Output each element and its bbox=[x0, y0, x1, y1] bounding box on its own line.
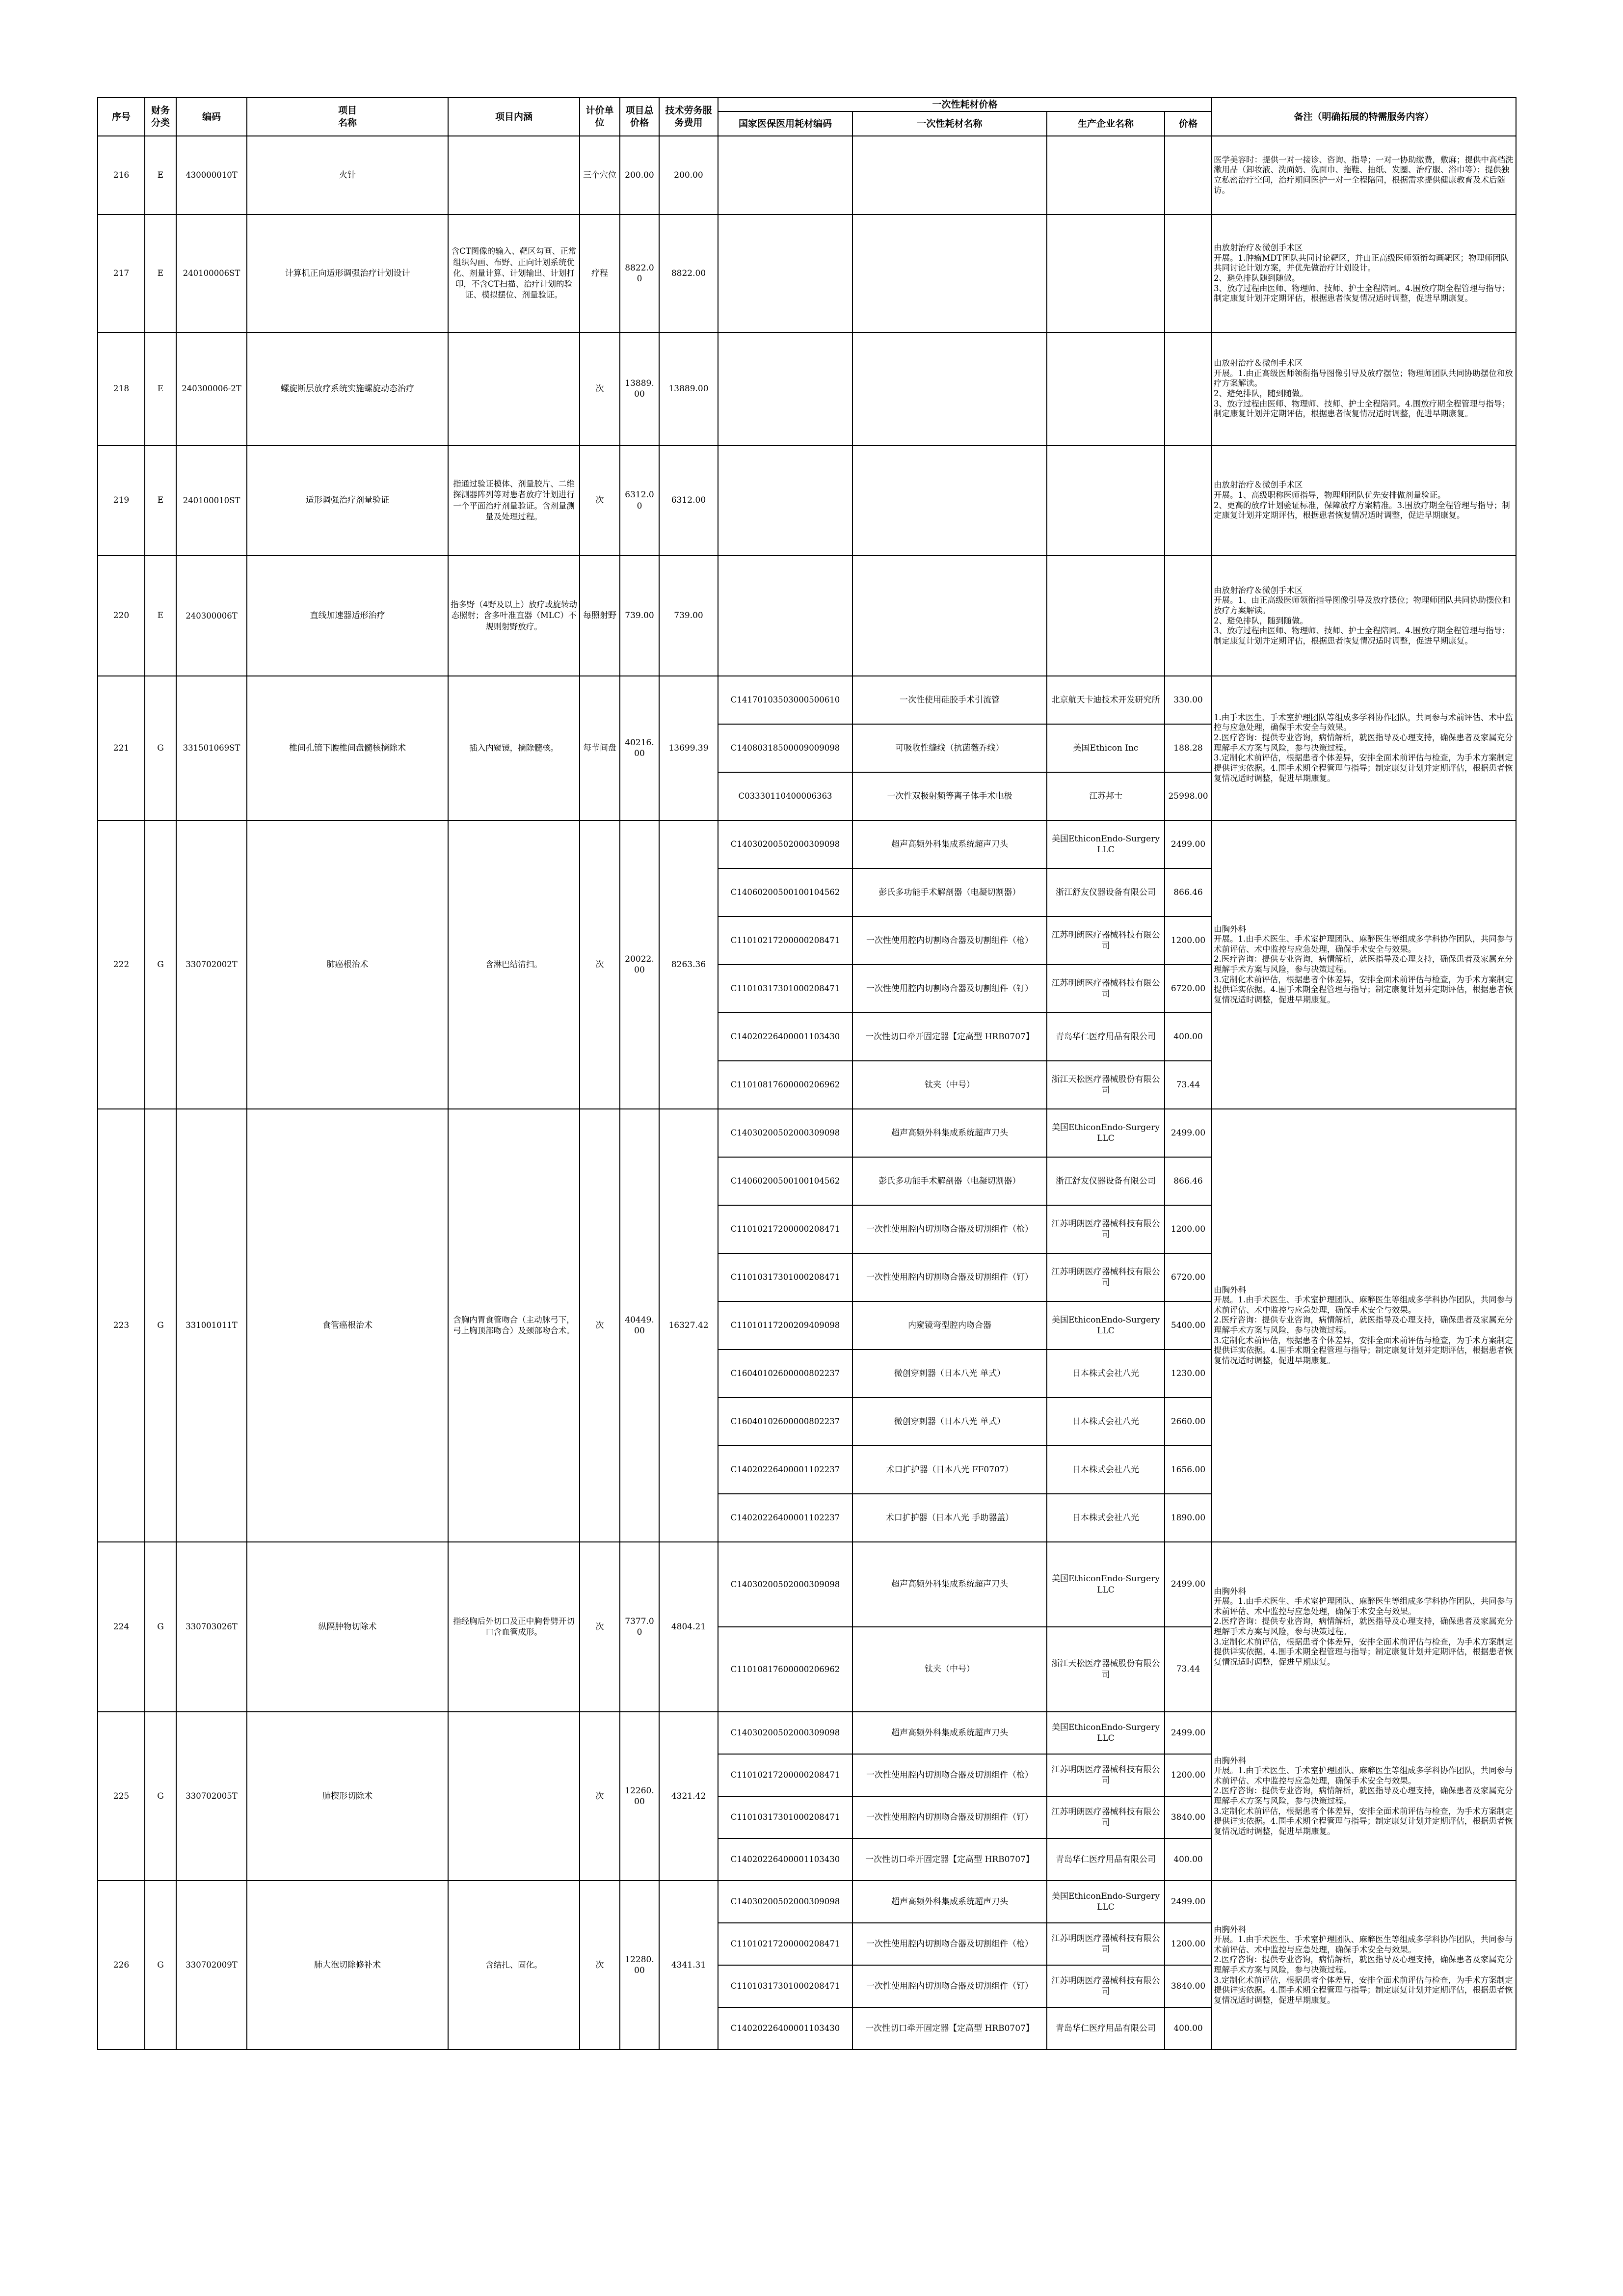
manufacturer-cell: 浙江天松医疗器械股份有限公司 bbox=[1047, 1061, 1165, 1109]
consumable-price-cell: 73.44 bbox=[1165, 1061, 1212, 1109]
manufacturer-cell: 浙江舒友仪器设备有限公司 bbox=[1047, 1157, 1165, 1205]
consumable-name-cell: 一次性使用腔内切割吻合器及切割组件（钉） bbox=[852, 1965, 1047, 2007]
total-price-cell: 6312.00 bbox=[620, 445, 659, 556]
header-consumables-group: 一次性耗材价格 bbox=[718, 98, 1212, 111]
total-price-cell: 200.00 bbox=[620, 136, 659, 215]
consumable-code-cell: C14020226400001103430 bbox=[718, 1013, 852, 1061]
finance-category-cell: G bbox=[145, 1712, 176, 1881]
service-fee-cell: 6312.00 bbox=[659, 445, 718, 556]
consumable-code-cell: C11010817600000206962 bbox=[718, 1061, 852, 1109]
consumable-price-cell: 1230.00 bbox=[1165, 1350, 1212, 1398]
notes-cell: 由胸外科 开展。1.由手术医生、手术室护理团队、麻醉医生等组成多学科协作团队，共同参与术前评估、术中监控与应急处理，确保手术安全与效果。 2.医疗咨询：提供专业咨询，病情解析，就医指导及心理支持，确保患者及家属充分理解手术方案与风险，参与决策过程。 3.定制化术前评估，根据患者个体差异，安排全面术前评估与检查，为手术方案制定提供详实依据。4.围手术期全程管理与指导；制定康复计划并定期评估，根据患者恢复情况适时调整，促进早期康复。 bbox=[1212, 820, 1516, 1109]
notes-cell: 由放射治疗＆微创手术区 开展。1、高级职称医师指导，物理师团队优先安排做剂量验证。 2、更高的放疗计划验证标准，保障放疗方案精准。3.围放疗期全程管理与指导；制定康复计划并定期评估，根据患者恢复情况适时调整，促进早期康复。 bbox=[1212, 445, 1516, 556]
consumable-code-cell: C14020226400001103430 bbox=[718, 2007, 852, 2050]
consumable-code-cell bbox=[718, 215, 852, 332]
name-cell: 肺大泡切除修补术 bbox=[247, 1881, 448, 2050]
consumable-name-cell: 彭氏多功能手术解剖器（电凝切割器） bbox=[852, 868, 1047, 917]
consumable-price-cell: 400.00 bbox=[1165, 2007, 1212, 2050]
consumable-name-cell: 一次性切口牵开固定器【定高型 HRB0707】 bbox=[852, 1013, 1047, 1061]
header-total-price: 项目总价格 bbox=[620, 98, 659, 136]
seq-cell: 216 bbox=[98, 136, 145, 215]
header-notes: 备注（明确拓展的特需服务内容） bbox=[1212, 98, 1516, 136]
consumable-name-cell bbox=[852, 332, 1047, 445]
manufacturer-cell: 日本株式会社八光 bbox=[1047, 1398, 1165, 1446]
consumable-code-cell: C11010317301000208471 bbox=[718, 1253, 852, 1301]
total-price-cell: 7377.00 bbox=[620, 1542, 659, 1712]
code-cell: 331001011T bbox=[176, 1109, 247, 1542]
finance-category-cell: G bbox=[145, 1542, 176, 1712]
name-cell: 纵隔肿物切除术 bbox=[247, 1542, 448, 1712]
consumable-name-cell: 微创穿刺器（日本八光 单式） bbox=[852, 1398, 1047, 1446]
consumable-name-cell: 微创穿刺器（日本八光 单式） bbox=[852, 1350, 1047, 1398]
unit-cell: 次 bbox=[580, 332, 620, 445]
consumable-price-cell: 330.00 bbox=[1165, 676, 1212, 724]
consumable-price-cell: 1656.00 bbox=[1165, 1446, 1212, 1494]
code-cell: 240100010ST bbox=[176, 445, 247, 556]
service-fee-cell: 4321.42 bbox=[659, 1712, 718, 1881]
table-row bbox=[98, 1712, 1516, 1754]
total-price-cell: 40449.00 bbox=[620, 1109, 659, 1542]
consumable-price-cell bbox=[1165, 445, 1212, 556]
code-cell: 430000010T bbox=[176, 136, 247, 215]
manufacturer-cell: 浙江天松医疗器械股份有限公司 bbox=[1047, 1627, 1165, 1712]
total-price-cell: 739.00 bbox=[620, 556, 659, 676]
consumable-name-cell: 超声高频外科集成系统超声刀头 bbox=[852, 820, 1047, 868]
content-cell: 含结扎、固化。 bbox=[448, 1881, 580, 2050]
finance-category-cell: G bbox=[145, 1109, 176, 1542]
unit-cell: 每照射野 bbox=[580, 556, 620, 676]
table-row bbox=[98, 136, 1516, 215]
manufacturer-cell bbox=[1047, 556, 1165, 676]
header-content: 项目内涵 bbox=[448, 98, 580, 136]
consumable-price-cell: 2499.00 bbox=[1165, 1712, 1212, 1754]
finance-category-cell: G bbox=[145, 820, 176, 1109]
consumable-code-cell: C03330110400006363 bbox=[718, 772, 852, 820]
seq-cell: 222 bbox=[98, 820, 145, 1109]
name-cell: 适形调强治疗剂量验证 bbox=[247, 445, 448, 556]
consumable-name-cell bbox=[852, 215, 1047, 332]
consumable-price-cell: 1200.00 bbox=[1165, 1205, 1212, 1253]
name-cell: 肺癌根治术 bbox=[247, 820, 448, 1109]
consumable-code-cell: C14030200502000309098 bbox=[718, 1542, 852, 1627]
consumable-code-cell: C14020226400001102237 bbox=[718, 1494, 852, 1542]
manufacturer-cell: 北京航天卡迪技术开发研究所 bbox=[1047, 676, 1165, 724]
manufacturer-cell bbox=[1047, 445, 1165, 556]
code-cell: 330702005T bbox=[176, 1712, 247, 1881]
consumable-name-cell: 一次性使用腔内切割吻合器及切割组件（钉） bbox=[852, 965, 1047, 1013]
consumable-price-cell: 2499.00 bbox=[1165, 1542, 1212, 1627]
unit-cell: 疗程 bbox=[580, 215, 620, 332]
unit-cell: 次 bbox=[580, 445, 620, 556]
header-service-fee: 技术劳务服务费用 bbox=[659, 98, 718, 136]
content-cell: 含淋巴结清扫。 bbox=[448, 820, 580, 1109]
consumable-code-cell: C14080318500009009098 bbox=[718, 724, 852, 772]
consumable-name-cell: 彭氏多功能手术解剖器（电凝切割器） bbox=[852, 1157, 1047, 1205]
consumable-code-cell: C14060200500100104562 bbox=[718, 1157, 852, 1205]
manufacturer-cell: 美国EthiconEndo-SurgeryLLC bbox=[1047, 1712, 1165, 1754]
consumable-name-cell: 钛夹（中号） bbox=[852, 1061, 1047, 1109]
finance-category-cell: E bbox=[145, 445, 176, 556]
code-cell: 240300006T bbox=[176, 556, 247, 676]
price-table bbox=[97, 97, 1517, 2050]
notes-cell: 由放射治疗＆微创手术区 开展。1.由正高级医师领衔指导图像引导及放疗摆位；物理师团队共同协助摆位和放疗方案解读。 2、避免排队，随到随做。 3、放疗过程由医师、物理师、技师、护士全程陪同。4.围放疗期全程管理与指导；制定康复计划并定期评估，根据患者恢复情况适时调整，促进早期康复。 bbox=[1212, 332, 1516, 445]
manufacturer-cell: 日本株式会社八光 bbox=[1047, 1350, 1165, 1398]
table-row bbox=[98, 1881, 1516, 1923]
consumable-price-cell: 866.46 bbox=[1165, 1157, 1212, 1205]
consumable-code-cell: C11010817600000206962 bbox=[718, 1627, 852, 1712]
header-consumable-name: 一次性耗材名称 bbox=[852, 111, 1047, 136]
unit-cell: 每节间盘 bbox=[580, 676, 620, 820]
header-code: 编码 bbox=[176, 98, 247, 136]
consumable-code-cell: C11010317301000208471 bbox=[718, 965, 852, 1013]
unit-cell: 次 bbox=[580, 1881, 620, 2050]
consumable-name-cell: 钛夹（中号） bbox=[852, 1627, 1047, 1712]
consumable-name-cell: 超声高频外科集成系统超声刀头 bbox=[852, 1712, 1047, 1754]
table-row bbox=[98, 556, 1516, 676]
manufacturer-cell: 日本株式会社八光 bbox=[1047, 1446, 1165, 1494]
finance-category-cell: E bbox=[145, 136, 176, 215]
service-fee-cell: 13699.39 bbox=[659, 676, 718, 820]
consumable-price-cell: 5400.00 bbox=[1165, 1301, 1212, 1350]
consumable-name-cell: 一次性使用腔内切割吻合器及切割组件（钉） bbox=[852, 1253, 1047, 1301]
consumable-code-cell: C14030200502000309098 bbox=[718, 820, 852, 868]
header-price: 价格 bbox=[1165, 111, 1212, 136]
notes-cell: 由胸外科 开展。1.由手术医生、手术室护理团队、麻醉医生等组成多学科协作团队，共同参与术前评估、术中监控与应急处理，确保手术安全与效果。 2.医疗咨询：提供专业咨询，病情解析，就医指导及心理支持，确保患者及家属充分理解手术方案与风险，参与决策过程。 3.定制化术前评估，根据患者个体差异，安排全面术前评估与检查，为手术方案制定提供详实依据。4.围手术期全程管理与指导；制定康复计划并定期评估，根据患者恢复情况适时调整，促进早期康复。 bbox=[1212, 1109, 1516, 1542]
consumable-price-cell: 866.46 bbox=[1165, 868, 1212, 917]
finance-category-cell: G bbox=[145, 1881, 176, 2050]
consumable-name-cell: 术口扩护器（日本八光 手助器盖） bbox=[852, 1494, 1047, 1542]
service-fee-cell: 8822.00 bbox=[659, 215, 718, 332]
consumable-code-cell: C11010117200209409098 bbox=[718, 1301, 852, 1350]
manufacturer-cell: 美国EthiconEndo-SurgeryLLC bbox=[1047, 1542, 1165, 1627]
consumable-code-cell bbox=[718, 556, 852, 676]
header-manufacturer: 生产企业名称 bbox=[1047, 111, 1165, 136]
name-cell: 食管癌根治术 bbox=[247, 1109, 448, 1542]
consumable-code-cell: C14030200502000309098 bbox=[718, 1109, 852, 1157]
header-unit: 计价单位 bbox=[580, 98, 620, 136]
consumable-name-cell: 一次性切口牵开固定器【定高型 HRB0707】 bbox=[852, 1838, 1047, 1881]
code-cell: 330703026T bbox=[176, 1542, 247, 1712]
consumable-price-cell: 6720.00 bbox=[1165, 1253, 1212, 1301]
manufacturer-cell: 江苏邦士 bbox=[1047, 772, 1165, 820]
notes-cell: 由放射治疗＆微创手术区 开展。1.肿瘤MDT团队共同讨论靶区，并由正高级医师领衔勾画靶区；物理师团队共同讨论计划方案，并优先做治疗计划设计。 2、避免排队随到随做。 3、放疗过程由医师、物理师、技师、护士全程陪同。4.围放疗期全程管理与指导；制定康复计划并定期评估，根据患者恢复情况适时调整，促进早期康复。 bbox=[1212, 215, 1516, 332]
unit-cell: 次 bbox=[580, 1712, 620, 1881]
manufacturer-cell: 美国EthiconEndo-SurgeryLLC bbox=[1047, 1301, 1165, 1350]
notes-cell: 1.由手术医生、手术室护理团队等组成多学科协作团队，共同参与术前评估、术中监控与应急处理，确保手术安全与效果。 2.医疗咨询：提供专业咨询，病情解析，就医指导及心理支持，确保患者及家属充分理解手术方案与风险，参与决策过程。 3.定制化术前评估，根据患者个体差异，安排全面术前评估与检查，为手术方案制定提供详实依据。4.围手术期全程管理与指导；制定康复计划并定期评估，根据患者恢复情况适时调整，促进早期康复。 bbox=[1212, 676, 1516, 820]
consumable-price-cell bbox=[1165, 332, 1212, 445]
service-fee-cell: 4804.21 bbox=[659, 1542, 718, 1712]
consumable-name-cell: 一次性使用腔内切割吻合器及切割组件（钉） bbox=[852, 1796, 1047, 1838]
consumable-price-cell: 25998.00 bbox=[1165, 772, 1212, 820]
manufacturer-cell: 江苏明朗医疗器械科技有限公司 bbox=[1047, 917, 1165, 965]
content-cell: 插入内窥镜，摘除髓核。 bbox=[448, 676, 580, 820]
table-row bbox=[98, 445, 1516, 556]
seq-cell: 224 bbox=[98, 1542, 145, 1712]
manufacturer-cell: 江苏明朗医疗器械科技有限公司 bbox=[1047, 1796, 1165, 1838]
content-cell: 含胸内胃食管吻合（主动脉弓下，弓上胸顶部吻合）及颈部吻合术。 bbox=[448, 1109, 580, 1542]
notes-cell: 由胸外科 开展。1.由手术医生、手术室护理团队、麻醉医生等组成多学科协作团队，共同参与术前评估、术中监控与应急处理，确保手术安全与效果。 2.医疗咨询：提供专业咨询，病情解析，就医指导及心理支持，确保患者及家属充分理解手术方案与风险，参与决策过程。 3.定制化术前评估，根据患者个体差异，安排全面术前评估与检查，为手术方案制定提供详实依据。4.围手术期全程管理与指导；制定康复计划并定期评估，根据患者恢复情况适时调整，促进早期康复。 bbox=[1212, 1712, 1516, 1881]
code-cell: 331501069ST bbox=[176, 676, 247, 820]
header-consumable-code: 国家医保医用耗材编码 bbox=[718, 111, 852, 136]
consumable-price-cell: 1200.00 bbox=[1165, 917, 1212, 965]
consumable-name-cell: 超声高频外科集成系统超声刀头 bbox=[852, 1109, 1047, 1157]
name-cell: 计算机正向适形调强治疗计划设计 bbox=[247, 215, 448, 332]
total-price-cell: 20022.00 bbox=[620, 820, 659, 1109]
seq-cell: 219 bbox=[98, 445, 145, 556]
consumable-code-cell: C14020226400001103430 bbox=[718, 1838, 852, 1881]
consumable-price-cell: 400.00 bbox=[1165, 1838, 1212, 1881]
consumable-price-cell bbox=[1165, 215, 1212, 332]
manufacturer-cell: 浙江舒友仪器设备有限公司 bbox=[1047, 868, 1165, 917]
manufacturer-cell: 青岛华仁医疗用品有限公司 bbox=[1047, 1838, 1165, 1881]
consumable-name-cell: 一次性使用腔内切割吻合器及切割组件（枪） bbox=[852, 917, 1047, 965]
unit-cell: 次 bbox=[580, 1109, 620, 1542]
consumable-price-cell: 1200.00 bbox=[1165, 1754, 1212, 1796]
consumable-name-cell: 一次性使用腔内切割吻合器及切割组件（枪） bbox=[852, 1754, 1047, 1796]
service-fee-cell: 739.00 bbox=[659, 556, 718, 676]
finance-category-cell: G bbox=[145, 676, 176, 820]
manufacturer-cell: 江苏明朗医疗器械科技有限公司 bbox=[1047, 1965, 1165, 2007]
manufacturer-cell: 江苏明朗医疗器械科技有限公司 bbox=[1047, 1923, 1165, 1965]
consumable-price-cell: 2499.00 bbox=[1165, 1881, 1212, 1923]
consumable-code-cell: C16040102600000802237 bbox=[718, 1398, 852, 1446]
consumable-name-cell: 一次性使用硅胶手术引流管 bbox=[852, 676, 1047, 724]
service-fee-cell: 200.00 bbox=[659, 136, 718, 215]
table-row bbox=[98, 1109, 1516, 1157]
manufacturer-cell: 美国EthiconEndo-SurgeryLLC bbox=[1047, 1109, 1165, 1157]
consumable-price-cell bbox=[1165, 136, 1212, 215]
manufacturer-cell: 日本株式会社八光 bbox=[1047, 1494, 1165, 1542]
total-price-cell: 13889.00 bbox=[620, 332, 659, 445]
total-price-cell: 8822.00 bbox=[620, 215, 659, 332]
service-fee-cell: 13889.00 bbox=[659, 332, 718, 445]
service-fee-cell: 4341.31 bbox=[659, 1881, 718, 2050]
table-row bbox=[98, 215, 1516, 332]
manufacturer-cell: 青岛华仁医疗用品有限公司 bbox=[1047, 1013, 1165, 1061]
consumable-name-cell: 一次性使用腔内切割吻合器及切割组件（枪） bbox=[852, 1923, 1047, 1965]
consumable-price-cell: 73.44 bbox=[1165, 1627, 1212, 1712]
manufacturer-cell: 美国EthiconEndo-SurgeryLLC bbox=[1047, 820, 1165, 868]
total-price-cell: 12260.00 bbox=[620, 1712, 659, 1881]
consumable-code-cell: C14170103503000500610 bbox=[718, 676, 852, 724]
seq-cell: 223 bbox=[98, 1109, 145, 1542]
manufacturer-cell: 江苏明朗医疗器械科技有限公司 bbox=[1047, 965, 1165, 1013]
consumable-code-cell: C11010217200000208471 bbox=[718, 1754, 852, 1796]
seq-cell: 218 bbox=[98, 332, 145, 445]
name-cell: 椎间孔镜下腰椎间盘髓核摘除术 bbox=[247, 676, 448, 820]
consumable-name-cell: 超声高频外科集成系统超声刀头 bbox=[852, 1881, 1047, 1923]
consumable-code-cell: C14030200502000309098 bbox=[718, 1881, 852, 1923]
consumable-code-cell: C16040102600000802237 bbox=[718, 1350, 852, 1398]
code-cell: 240300006-2T bbox=[176, 332, 247, 445]
consumable-price-cell: 3840.00 bbox=[1165, 1796, 1212, 1838]
consumable-code-cell: C11010217200000208471 bbox=[718, 917, 852, 965]
content-cell: 指经胸后外切口及正中胸骨劈开切口含血管成形。 bbox=[448, 1542, 580, 1712]
unit-cell: 次 bbox=[580, 1542, 620, 1712]
finance-category-cell: E bbox=[145, 556, 176, 676]
finance-category-cell: E bbox=[145, 215, 176, 332]
consumable-code-cell: C14060200500100104562 bbox=[718, 868, 852, 917]
consumable-name-cell: 术口扩护器（日本八光 FF0707） bbox=[852, 1446, 1047, 1494]
manufacturer-cell bbox=[1047, 332, 1165, 445]
consumable-price-cell: 400.00 bbox=[1165, 1013, 1212, 1061]
content-cell bbox=[448, 136, 580, 215]
manufacturer-cell: 美国EthiconEndo-SurgeryLLC bbox=[1047, 1881, 1165, 1923]
code-cell: 330702002T bbox=[176, 820, 247, 1109]
manufacturer-cell bbox=[1047, 215, 1165, 332]
table-header bbox=[98, 98, 1516, 136]
consumable-name-cell: 内窥镜弯型腔内吻合器 bbox=[852, 1301, 1047, 1350]
notes-cell: 由放射治疗＆微创手术区 开展。1、由正高级医师领衔指导图像引导及放疗摆位；物理师团队共同协助摆位和放疗方案解读。 2、避免排队，随到随做。 3、放疗过程由医师、物理师、技师、护士全程陪同。4.围放疗期全程管理与指导；制定康复计划并定期评估，根据患者恢复情况适时调整，促进早期康复。 bbox=[1212, 556, 1516, 676]
notes-cell: 医学美容时：提供一对一接诊、咨询、指导；一对一协助缴费，敷麻；提供中高档洗漱用品（卸妆液、洗面奶、洗面巾、拖鞋、抽纸、发圈、治疗服、浴巾等）；提供独立私密治疗空间，治疗期间医护一对一全程陪同，根据需求提供健康教育及术后随访。 bbox=[1212, 136, 1516, 215]
table-row bbox=[98, 676, 1516, 724]
consumable-name-cell: 可吸收性缝线（抗菌薇乔线） bbox=[852, 724, 1047, 772]
consumable-price-cell: 2499.00 bbox=[1165, 1109, 1212, 1157]
table-row bbox=[98, 332, 1516, 445]
content-cell bbox=[448, 1712, 580, 1881]
finance-category-cell: E bbox=[145, 332, 176, 445]
consumable-code-cell: C14020226400001102237 bbox=[718, 1446, 852, 1494]
consumable-name-cell: 一次性切口牵开固定器【定高型 HRB0707】 bbox=[852, 2007, 1047, 2050]
seq-cell: 217 bbox=[98, 215, 145, 332]
manufacturer-cell: 江苏明朗医疗器械科技有限公司 bbox=[1047, 1205, 1165, 1253]
unit-cell: 次 bbox=[580, 820, 620, 1109]
name-cell: 螺旋断层放疗系统实施螺旋动态治疗 bbox=[247, 332, 448, 445]
total-price-cell: 12280.00 bbox=[620, 1881, 659, 2050]
consumable-price-cell: 1200.00 bbox=[1165, 1923, 1212, 1965]
consumable-name-cell bbox=[852, 136, 1047, 215]
service-fee-cell: 8263.36 bbox=[659, 820, 718, 1109]
unit-cell: 三个穴位 bbox=[580, 136, 620, 215]
content-cell bbox=[448, 332, 580, 445]
content-cell: 含CT图像的输入、靶区勾画、正常组织勾画、布野、正向计划系统优化、剂量计算、计划输出、计划打印，不含CT扫描、治疗计划的验证、模拟摆位、剂量验证。 bbox=[448, 215, 580, 332]
manufacturer-cell: 江苏明朗医疗器械科技有限公司 bbox=[1047, 1253, 1165, 1301]
table-body bbox=[98, 136, 1516, 2050]
consumable-code-cell: C11010217200000208471 bbox=[718, 1923, 852, 1965]
name-cell: 火针 bbox=[247, 136, 448, 215]
consumable-name-cell: 一次性使用腔内切割吻合器及切割组件（枪） bbox=[852, 1205, 1047, 1253]
consumable-name-cell: 超声高频外科集成系统超声刀头 bbox=[852, 1542, 1047, 1627]
seq-cell: 226 bbox=[98, 1881, 145, 2050]
consumable-code-cell bbox=[718, 332, 852, 445]
consumable-price-cell: 2660.00 bbox=[1165, 1398, 1212, 1446]
consumable-code-cell bbox=[718, 136, 852, 215]
consumable-price-cell: 2499.00 bbox=[1165, 820, 1212, 868]
seq-cell: 225 bbox=[98, 1712, 145, 1881]
consumable-price-cell bbox=[1165, 556, 1212, 676]
consumable-name-cell bbox=[852, 556, 1047, 676]
name-cell: 直线加速器适形治疗 bbox=[247, 556, 448, 676]
name-cell: 肺楔形切除术 bbox=[247, 1712, 448, 1881]
header-seq: 序号 bbox=[98, 98, 145, 136]
header-finance-category: 财务分类 bbox=[145, 98, 176, 136]
manufacturer-cell: 青岛华仁医疗用品有限公司 bbox=[1047, 2007, 1165, 2050]
manufacturer-cell bbox=[1047, 136, 1165, 215]
content-cell: 指通过验证模体、剂量胶片、二维探测器阵列等对患者放疗计划进行一个平面治疗剂量验证。含剂量测量及处理过程。 bbox=[448, 445, 580, 556]
seq-cell: 221 bbox=[98, 676, 145, 820]
consumable-price-cell: 188.28 bbox=[1165, 724, 1212, 772]
content-cell: 指多野（4野及以上）放疗或旋转动态照射；含多叶准直器（MLC）不规则射野放疗。 bbox=[448, 556, 580, 676]
consumable-code-cell: C11010317301000208471 bbox=[718, 1965, 852, 2007]
consumable-code-cell bbox=[718, 445, 852, 556]
code-cell: 240100006ST bbox=[176, 215, 247, 332]
notes-cell: 由胸外科 开展。1.由手术医生、手术室护理团队、麻醉医生等组成多学科协作团队，共同参与术前评估、术中监控与应急处理，确保手术安全与效果。 2.医疗咨询：提供专业咨询，病情解析，就医指导及心理支持，确保患者及家属充分理解手术方案与风险，参与决策过程。 3.定制化术前评估，根据患者个体差异，安排全面术前评估与检查，为手术方案制定提供详实依据。4.围手术期全程管理与指导；制定康复计划并定期评估，根据患者恢复情况适时调整，促进早期康复。 bbox=[1212, 1881, 1516, 2050]
consumable-price-cell: 6720.00 bbox=[1165, 965, 1212, 1013]
consumable-price-cell: 3840.00 bbox=[1165, 1965, 1212, 2007]
manufacturer-cell: 江苏明朗医疗器械科技有限公司 bbox=[1047, 1754, 1165, 1796]
consumable-code-cell: C11010217200000208471 bbox=[718, 1205, 852, 1253]
table-row bbox=[98, 820, 1516, 868]
consumable-name-cell: 一次性双极射频等离子体手术电极 bbox=[852, 772, 1047, 820]
header-name: 项目 名称 bbox=[247, 98, 448, 136]
service-fee-cell: 16327.42 bbox=[659, 1109, 718, 1542]
code-cell: 330702009T bbox=[176, 1881, 247, 2050]
total-price-cell: 40216.00 bbox=[620, 676, 659, 820]
notes-cell: 由胸外科 开展。1.由手术医生、手术室护理团队、麻醉医生等组成多学科协作团队，共同参与术前评估、术中监控与应急处理，确保手术安全与效果。 2.医疗咨询：提供专业咨询，病情解析，就医指导及心理支持，确保患者及家属充分理解手术方案与风险，参与决策过程。 3.定制化术前评估，根据患者个体差异，安排全面术前评估与检查，为手术方案制定提供详实依据。4.围手术期全程管理与指导；制定康复计划并定期评估，根据患者恢复情况适时调整，促进早期康复。 bbox=[1212, 1542, 1516, 1712]
consumable-name-cell bbox=[852, 445, 1047, 556]
manufacturer-cell: 美国Ethicon Inc bbox=[1047, 724, 1165, 772]
consumable-price-cell: 1890.00 bbox=[1165, 1494, 1212, 1542]
consumable-code-cell: C14030200502000309098 bbox=[718, 1712, 852, 1754]
seq-cell: 220 bbox=[98, 556, 145, 676]
table-row bbox=[98, 1542, 1516, 1627]
consumable-code-cell: C11010317301000208471 bbox=[718, 1796, 852, 1838]
